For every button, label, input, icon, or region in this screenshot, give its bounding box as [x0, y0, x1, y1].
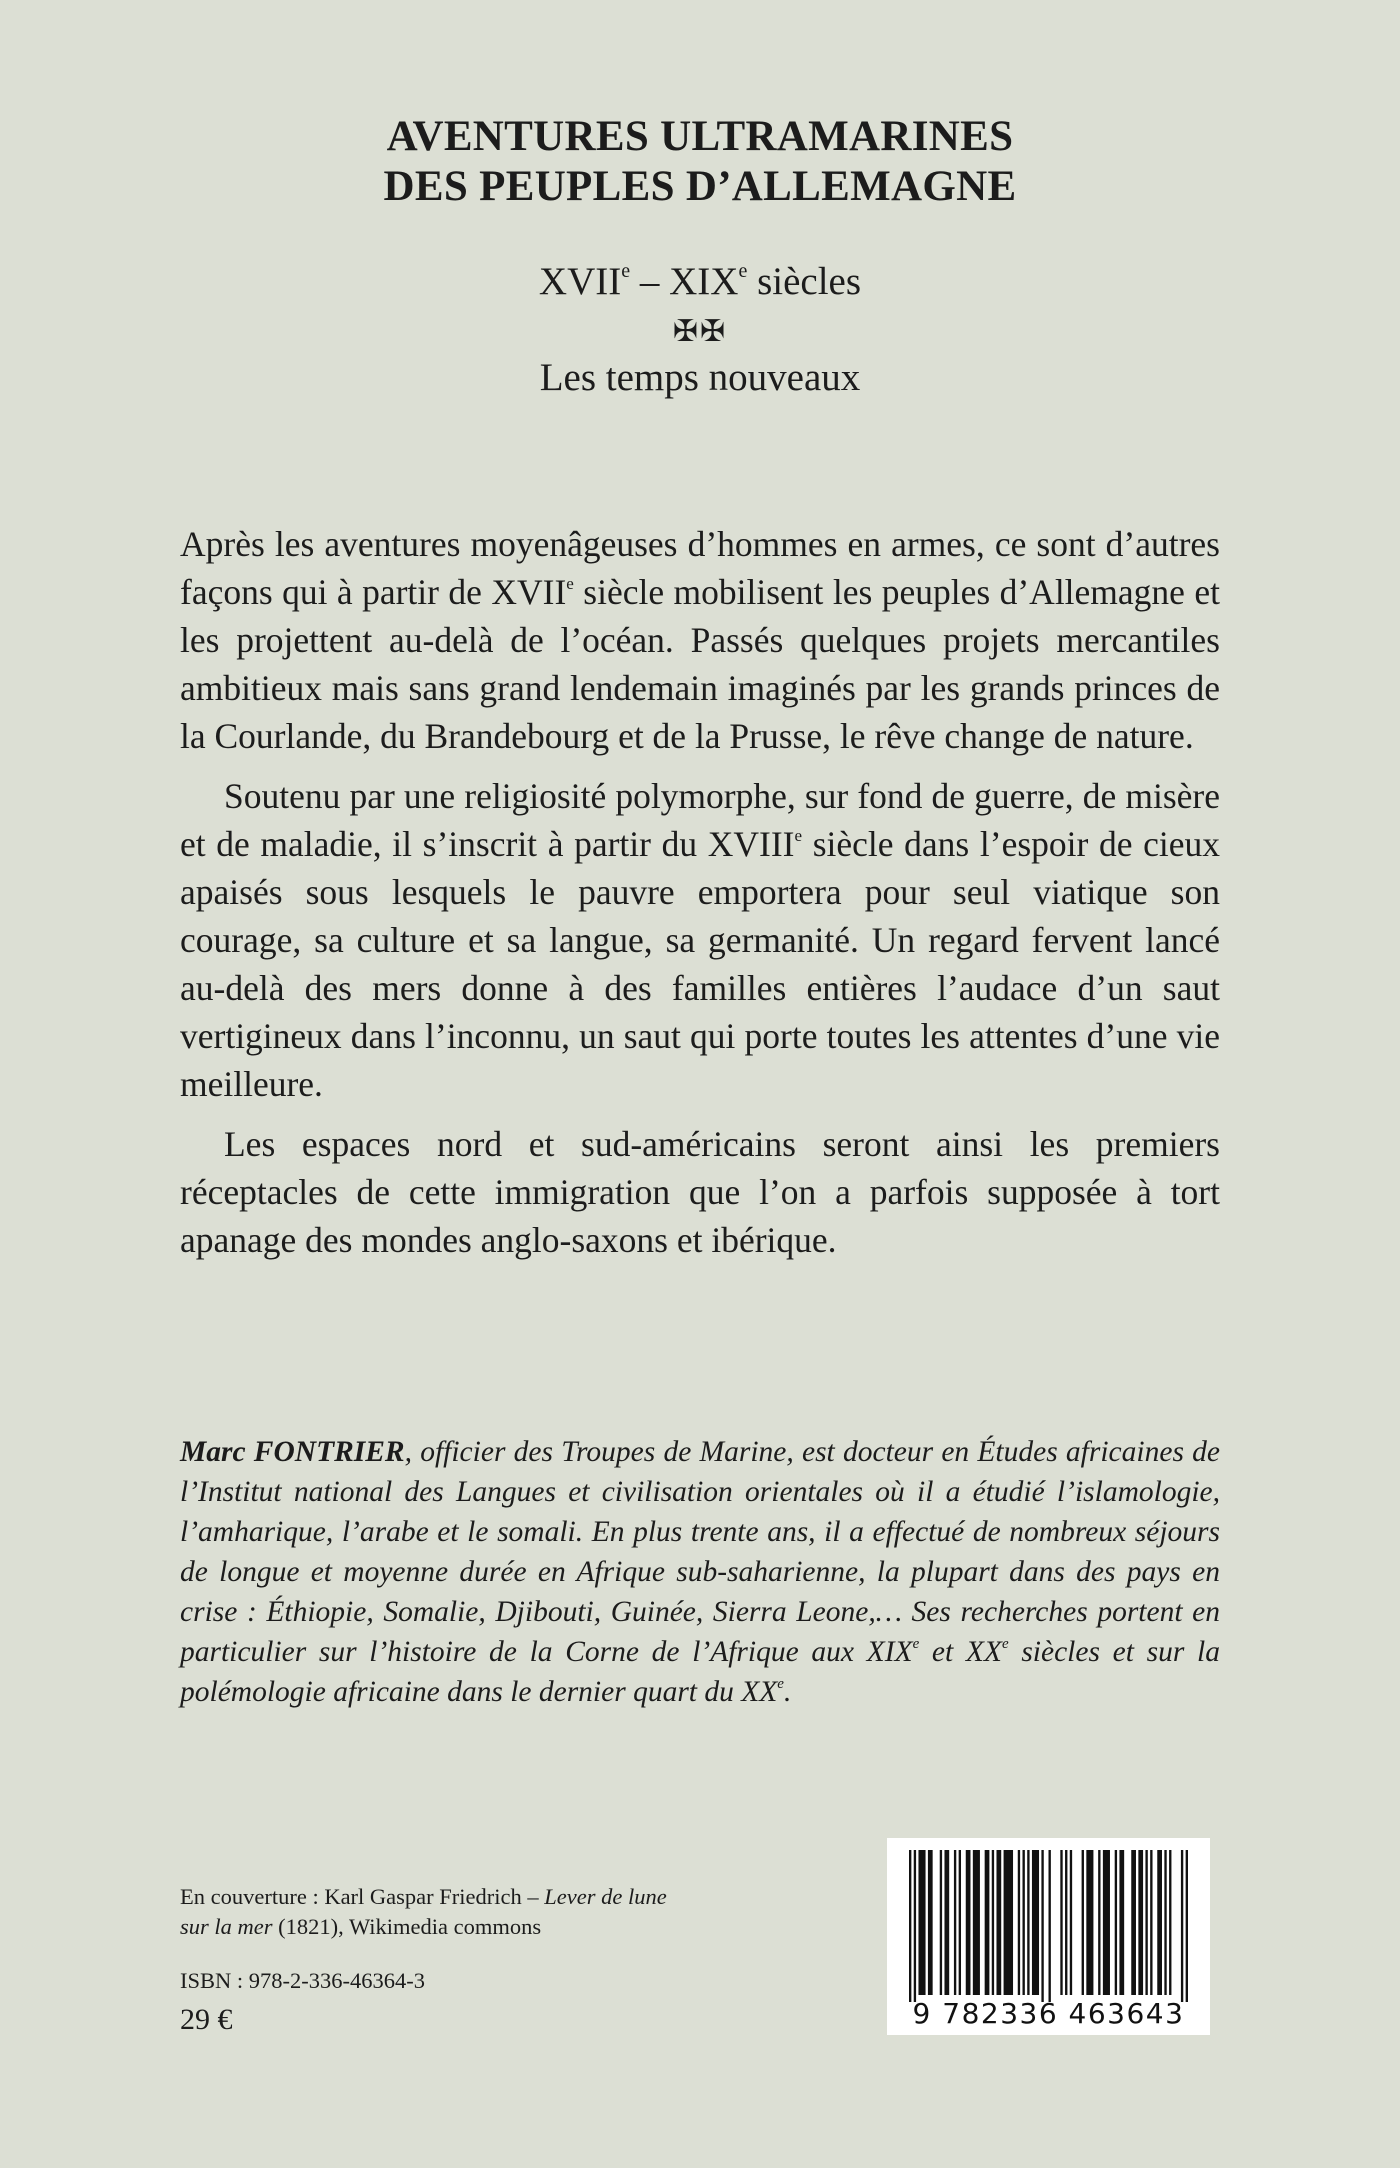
barcode-bar-18	[1041, 1850, 1043, 2002]
blurb-p1-text-b: siècle mobilisent les peuples d’Allemagne et les projettent au-delà de l’océan. Passés quelques projets mercantiles ambitieux mais sans grand lendemain imaginés par les grands princes de la Courlande, du Brandebourg et de la Prusse, le rêve change de nature.	[180, 572, 1220, 756]
price: 29 €	[180, 2003, 233, 2036]
credit-work-title: Lever de lune sur la mer	[180, 1884, 667, 1939]
blurb-paragraph-3: Les espaces nord et sud-américains seront ainsi les premiers réceptacles de cette immigration que l’on a parfois supposée à tort apanage des mondes anglo-saxons et ibérique.	[180, 1124, 1220, 1260]
period-word: siècles	[747, 260, 862, 303]
barcode-bar-33	[1157, 1850, 1162, 1995]
period-heading	[0, 258, 1400, 306]
barcode-bar-10	[985, 1850, 990, 1995]
barcode-bar-8	[966, 1850, 971, 1995]
barcode-bar-30	[1138, 1850, 1143, 1995]
bio-text-c: siècles et sur la polémologie africaine dans le dernier quart du XX	[180, 1636, 1220, 1708]
bio-text-d: .	[783, 1676, 792, 1708]
barcode-bar-6	[954, 1850, 956, 1995]
barcode-bar-34	[1164, 1850, 1166, 1995]
barcode-bar-4	[940, 1850, 942, 1995]
bio-sup-2: e	[1001, 1636, 1009, 1652]
period-to: XIX	[669, 260, 739, 303]
barcode-bar-28	[1119, 1850, 1124, 1995]
blurb-p2-text-b: siècle dans l’espoir de cieux apaisés sous lesquels le pauvre emportera pour seul viatique son courage, sa culture et sa langue, sa germanité. Un regard fervent lancé au-delà des mers donne à des familles entières l’audace d’un saut vertigineux dans l’inconnu, un saut qui porte toutes les attentes d’une vie meilleure.	[180, 824, 1221, 1104]
book-title	[0, 112, 1400, 212]
bio-text-b: et XX	[919, 1636, 1002, 1668]
author-bio	[180, 1432, 1220, 1712]
blurb	[180, 520, 1220, 1276]
bio-sup-1: e	[912, 1636, 920, 1652]
blurb-paragraph-2	[180, 772, 1220, 1108]
barcode-bar-9	[973, 1850, 980, 1995]
period-from-sup: e	[621, 260, 631, 282]
barcode-bar-17	[1032, 1850, 1039, 1995]
barcode-bar-16	[1027, 1850, 1029, 1995]
blurb-p2-text-a: Soutenu par une religiosité polymorphe, sur fond de guerre, de misère et de maladie, il s’inscrit à partir du XVIII	[180, 776, 1220, 864]
barcode-bar-5	[944, 1850, 949, 1995]
barcode-bar-35	[1169, 1850, 1171, 1995]
barcode-bar-12	[996, 1850, 1001, 1995]
book-title-line2: DES PEUPLES D’ALLEMAGNE	[383, 163, 1017, 210]
barcode-bar-24	[1086, 1850, 1093, 1995]
credit-suffix: (1821), Wikimedia commons	[272, 1914, 542, 1939]
barcode-bar-26	[1103, 1850, 1110, 1995]
barcode-bar-13	[1004, 1850, 1013, 1995]
isbn: ISBN : 978-2-336-46364-3	[180, 1968, 425, 1993]
blurb-p1-sup: e	[566, 574, 574, 593]
blurb-p1-text-a: Après les aventures moyenâgeuses d’hommes en armes, ce sont d’autres façons qui à partir de XVII	[180, 524, 1220, 612]
barcode-bar-25	[1098, 1850, 1100, 1995]
credit-prefix: En couverture : Karl Gaspar Friedrich –	[180, 1884, 545, 1909]
barcode-bar-27	[1115, 1850, 1117, 1995]
barcode-bar-21	[1065, 1850, 1067, 1995]
barcode-bar-7	[959, 1850, 961, 1995]
barcode-bar-36	[1181, 1850, 1183, 2002]
bio-text-a: , officier des Troupes de Marine, est docteur en Études africaines de l’Institut national des Langues et civilisation orientales où il a étudié l’islamologie, l’amharique, l’arabe et le somali. En plus trente ans, il a effectué de nombreux séjours de longue et moyenne durée en Afrique sub-saharienne, la plupart dans des pays en crise : Éthiopie, Somalie, Djibouti, Guinée, Sierra Leone,… Ses recherches portent en particulier sur l’histoire de la Corne de l’Afrique aux XIX	[180, 1436, 1220, 1668]
barcode-bar-15	[1022, 1850, 1024, 1995]
barcode-bar-14	[1018, 1850, 1020, 1995]
period-to-sup: e	[738, 260, 748, 282]
barcode-bar-0	[909, 1850, 911, 2002]
barcode-bar-2	[918, 1850, 925, 1995]
period-separator: –	[630, 260, 670, 303]
subtitle: Les temps nouveaux	[539, 356, 861, 399]
period-from: XVII	[538, 260, 622, 303]
barcode-bar-19	[1049, 1850, 1051, 2002]
author-bio-paragraph	[180, 1432, 1220, 1712]
author-name: Marc FONTRIER	[180, 1436, 405, 1468]
barcode-bar-29	[1131, 1850, 1136, 1995]
barcode-bar-1	[914, 1850, 916, 2002]
book-title-line1: AVENTURES ULTRAMARINES	[386, 113, 1014, 160]
bio-sup-3: e	[777, 1676, 784, 1692]
barcode-digits: 9 782336 463643	[912, 1997, 1185, 2030]
cross-ornament: ✠✠	[672, 315, 728, 348]
blurb-p2-sup: e	[794, 826, 803, 845]
barcode-bar-31	[1145, 1850, 1147, 1995]
barcode-bar-22	[1070, 1850, 1072, 1995]
barcode-bar-11	[992, 1850, 994, 1995]
cover-credit	[180, 1882, 680, 1942]
barcode	[887, 1838, 1210, 2035]
blurb-paragraph-1	[180, 520, 1220, 760]
barcode-bar-37	[1186, 1850, 1188, 2002]
barcode-bar-32	[1150, 1850, 1152, 1995]
barcode-bar-20	[1060, 1850, 1062, 1995]
barcode-bar-3	[928, 1850, 933, 1995]
barcode-bar-23	[1082, 1850, 1084, 1995]
